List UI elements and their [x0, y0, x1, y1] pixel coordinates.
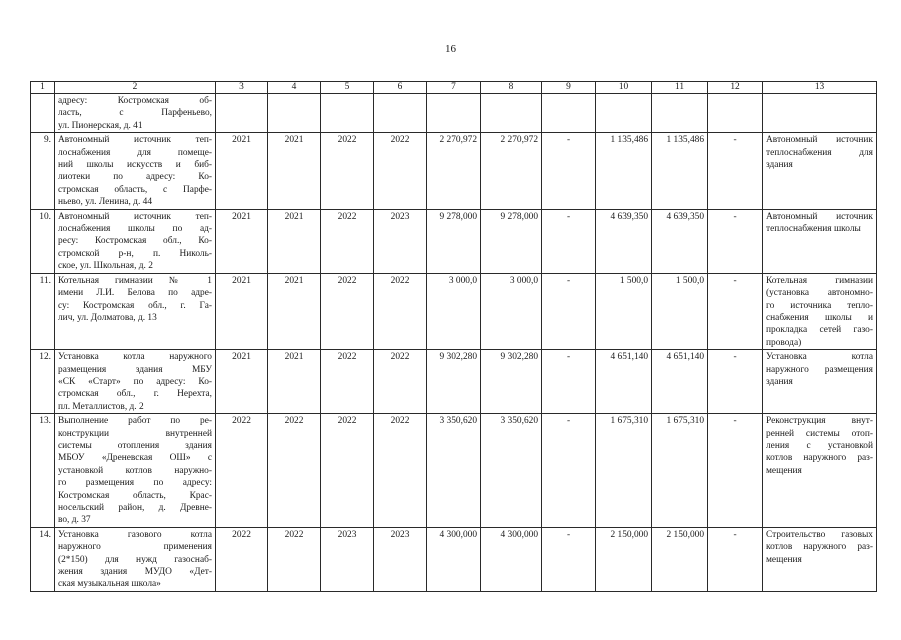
- item-name-line: «СК «Старт» по адресу: Ко-: [58, 376, 212, 387]
- item-note-line: (установка автономно-: [766, 288, 873, 299]
- year-cell-6: 2023: [374, 527, 427, 591]
- column-header-8: 8: [481, 82, 542, 94]
- year-cell-3: 2021: [216, 350, 268, 414]
- item-name-line: лич, ул. Долматова, д. 13: [58, 312, 157, 323]
- item-name: [55, 273, 216, 349]
- item-name-line: Установка котла наружного: [58, 352, 212, 363]
- table-row: [31, 527, 877, 591]
- table-row: [31, 350, 877, 414]
- column-header-9: 9: [542, 82, 596, 94]
- amount-cell-10: 2 150,000: [596, 527, 652, 591]
- item-note: [763, 273, 877, 349]
- year-cell-5: 2022: [321, 133, 374, 209]
- year-cell-4: 2021: [268, 273, 321, 349]
- amount-cell-8: [481, 94, 542, 133]
- item-name-line: Установка газового котла: [58, 529, 212, 540]
- year-cell-5: 2022: [321, 350, 374, 414]
- item-note: [763, 414, 877, 528]
- amount-cell-10: 1 135,486: [596, 133, 652, 209]
- amount-cell-8: 3 350,620: [481, 414, 542, 528]
- item-note-line: Строительство газовых: [766, 529, 873, 540]
- item-name-line: ская музыкальная школа»: [58, 579, 161, 590]
- item-name-line: (2*150) для нужд газоснаб-: [58, 554, 212, 565]
- amount-cell-11: 2 150,000: [652, 527, 708, 591]
- year-cell-3: 2021: [216, 273, 268, 349]
- amount-cell-12: -: [708, 133, 763, 209]
- amount-cell-12: -: [708, 350, 763, 414]
- column-header-7: 7: [427, 82, 481, 94]
- item-note-line: провода): [766, 337, 802, 348]
- item-name-line: имени Л.И. Белова по адре-: [58, 288, 212, 299]
- amount-cell-9: -: [542, 273, 596, 349]
- program-table: [30, 81, 877, 592]
- amount-cell-9: -: [542, 527, 596, 591]
- amount-cell-8: 9 278,000: [481, 209, 542, 273]
- year-cell-4: [268, 94, 321, 133]
- year-cell-6: 2023: [374, 209, 427, 273]
- item-name-line: ское, ул. Школьная, д. 2: [58, 261, 153, 272]
- item-number: [31, 94, 55, 133]
- column-header-11: 11: [652, 82, 708, 94]
- year-cell-5: [321, 94, 374, 133]
- item-note-line: ренней системы отоп-: [766, 428, 873, 439]
- item-name-line: во, д. 37: [58, 515, 91, 526]
- item-name: [55, 527, 216, 591]
- amount-cell-9: -: [542, 414, 596, 528]
- year-cell-3: 2021: [216, 133, 268, 209]
- item-name-line: Автономный источник теп-: [58, 135, 212, 146]
- table-row: [31, 94, 877, 133]
- amount-cell-12: -: [708, 414, 763, 528]
- item-name: [55, 133, 216, 209]
- year-cell-3: 2021: [216, 209, 268, 273]
- item-name-line: носельский район, д. Древне-: [58, 503, 212, 513]
- amount-cell-8: 4 300,000: [481, 527, 542, 591]
- item-note-line: снабжения школы и: [766, 312, 873, 323]
- year-cell-5: 2022: [321, 273, 374, 349]
- item-note: [763, 350, 877, 414]
- item-note-line: мещения: [766, 465, 802, 476]
- year-cell-6: 2022: [374, 414, 427, 528]
- year-cell-5: 2022: [321, 209, 374, 273]
- column-header-1: 1: [31, 82, 55, 94]
- item-note: [763, 209, 877, 273]
- column-header-6: 6: [374, 82, 427, 94]
- item-note-line: теплоснабжения школы: [766, 224, 861, 235]
- table-row: [31, 273, 877, 349]
- item-note-line: мещения: [766, 554, 802, 565]
- item-note-line: здания: [766, 376, 793, 387]
- amount-cell-8: 3 000,0: [481, 273, 542, 349]
- year-cell-4: 2021: [268, 350, 321, 414]
- column-header-4: 4: [268, 82, 321, 94]
- item-number: 14.: [31, 527, 55, 591]
- year-cell-6: [374, 94, 427, 133]
- amount-cell-7: 9 302,280: [427, 350, 481, 414]
- item-name-line: ресу: Костромская обл., Ко-: [58, 236, 212, 247]
- item-number: 13.: [31, 414, 55, 528]
- column-header-5: 5: [321, 82, 374, 94]
- item-name-line: конструкции внутренней: [58, 428, 212, 439]
- table-row: [31, 133, 877, 209]
- amount-cell-10: 1 500,0: [596, 273, 652, 349]
- year-cell-6: 2022: [374, 273, 427, 349]
- item-note-line: наружного размещения: [766, 364, 873, 375]
- amount-cell-7: [427, 94, 481, 133]
- item-name-line: стромская обл., г. Нерехта,: [58, 389, 212, 400]
- year-cell-4: 2022: [268, 414, 321, 528]
- year-cell-5: 2022: [321, 414, 374, 528]
- item-name-line: стромская область, с Парфе-: [58, 184, 212, 195]
- amount-cell-11: 4 651,140: [652, 350, 708, 414]
- item-note: [763, 94, 877, 133]
- item-name-line: го размещения по адресу:: [58, 478, 212, 489]
- item-name: [55, 209, 216, 273]
- item-name-line: ул. Пионерская, д. 41: [58, 120, 143, 131]
- item-name-line: лоснабжения для помеще-: [58, 147, 212, 158]
- item-name-line: Автономный источник теп-: [58, 211, 212, 222]
- amount-cell-11: 1 135,486: [652, 133, 708, 209]
- item-note-line: прокладка сетей газо-: [766, 325, 873, 336]
- amount-cell-9: -: [542, 209, 596, 273]
- amount-cell-10: 4 651,140: [596, 350, 652, 414]
- amount-cell-12: -: [708, 527, 763, 591]
- item-note-line: теплоснабжения для: [766, 147, 873, 158]
- item-note-line: го источника тепло-: [766, 300, 873, 311]
- column-header-2: 2: [55, 82, 216, 94]
- year-cell-4: 2022: [268, 527, 321, 591]
- item-name-line: лиотеки по адресу: Ко-: [58, 172, 212, 183]
- amount-cell-8: 9 302,280: [481, 350, 542, 414]
- column-header-10: 10: [596, 82, 652, 94]
- amount-cell-8: 2 270,972: [481, 133, 542, 209]
- item-name-line: МБОУ «Дреневская ОШ» с: [58, 453, 212, 464]
- year-cell-6: 2022: [374, 133, 427, 209]
- item-name-line: жения здания МУДО «Дет-: [58, 567, 212, 578]
- amount-cell-10: [596, 94, 652, 133]
- item-note-line: Установка котла: [766, 352, 873, 363]
- table-row: [31, 414, 877, 528]
- page-number: 16: [445, 43, 456, 55]
- amount-cell-9: [542, 94, 596, 133]
- header-row: [31, 82, 877, 94]
- item-name: [55, 94, 216, 133]
- amount-cell-11: 1 500,0: [652, 273, 708, 349]
- amount-cell-12: -: [708, 273, 763, 349]
- item-note-line: котлов наружного раз-: [766, 453, 873, 464]
- amount-cell-7: 4 300,000: [427, 527, 481, 591]
- item-name-line: ний школы искусств и биб-: [58, 160, 212, 171]
- amount-cell-11: 1 675,310: [652, 414, 708, 528]
- amount-cell-9: -: [542, 133, 596, 209]
- amount-cell-7: 3 000,0: [427, 273, 481, 349]
- item-name-line: системы отопления здания: [58, 440, 212, 451]
- item-note: [763, 133, 877, 209]
- item-name-line: установкой котлов наружно-: [58, 465, 212, 476]
- item-name-line: ньево, ул. Ленина, д. 44: [58, 197, 153, 208]
- amount-cell-10: 4 639,350: [596, 209, 652, 273]
- item-note-line: Реконструкция внут-: [766, 416, 873, 427]
- amount-cell-11: [652, 94, 708, 133]
- year-cell-3: [216, 94, 268, 133]
- item-number: 12.: [31, 350, 55, 414]
- item-note-line: Автономный источник: [766, 135, 873, 146]
- amount-cell-7: 2 270,972: [427, 133, 481, 209]
- item-name-line: Костромская область, Крас-: [58, 490, 212, 501]
- item-name: [55, 414, 216, 528]
- item-name-line: стромской р-н, п. Николь-: [58, 248, 212, 259]
- column-header-12: 12: [708, 82, 763, 94]
- year-cell-3: 2022: [216, 527, 268, 591]
- item-number: 9.: [31, 133, 55, 209]
- item-note-line: Автономный источник: [766, 211, 873, 222]
- item-number: 11.: [31, 273, 55, 349]
- item-note-line: котлов наружного раз-: [766, 542, 873, 553]
- amount-cell-12: -: [708, 209, 763, 273]
- item-name-line: су: Костромская обл., г. Га-: [58, 300, 212, 311]
- year-cell-4: 2021: [268, 209, 321, 273]
- item-name-line: наружного применения: [58, 542, 212, 553]
- item-note-line: здания: [766, 160, 793, 171]
- amount-cell-7: 3 350,620: [427, 414, 481, 528]
- item-name-line: Котельная гимназии № 1: [58, 275, 212, 286]
- amount-cell-10: 1 675,310: [596, 414, 652, 528]
- amount-cell-12: [708, 94, 763, 133]
- item-name-line: ласть, с Парфеньево,: [58, 108, 212, 119]
- item-name-line: адресу: Костромская об-: [58, 96, 212, 106]
- year-cell-6: 2022: [374, 350, 427, 414]
- column-header-3: 3: [216, 82, 268, 94]
- item-note-line: ления с установкой: [766, 440, 873, 451]
- item-name-line: Выполнение работ по ре-: [58, 416, 212, 427]
- item-name-line: пл. Металлистов, д. 2: [58, 401, 144, 412]
- year-cell-4: 2021: [268, 133, 321, 209]
- table-row: [31, 209, 877, 273]
- item-name: [55, 350, 216, 414]
- amount-cell-9: -: [542, 350, 596, 414]
- item-name-line: размещения здания МБУ: [58, 364, 212, 375]
- amount-cell-7: 9 278,000: [427, 209, 481, 273]
- item-note-line: Котельная гимназии: [766, 275, 873, 286]
- item-note: [763, 527, 877, 591]
- year-cell-5: 2023: [321, 527, 374, 591]
- item-number: 10.: [31, 209, 55, 273]
- item-name-line: лоснабжения школы по ад-: [58, 224, 212, 235]
- year-cell-3: 2022: [216, 414, 268, 528]
- column-header-13: 13: [763, 82, 877, 94]
- amount-cell-11: 4 639,350: [652, 209, 708, 273]
